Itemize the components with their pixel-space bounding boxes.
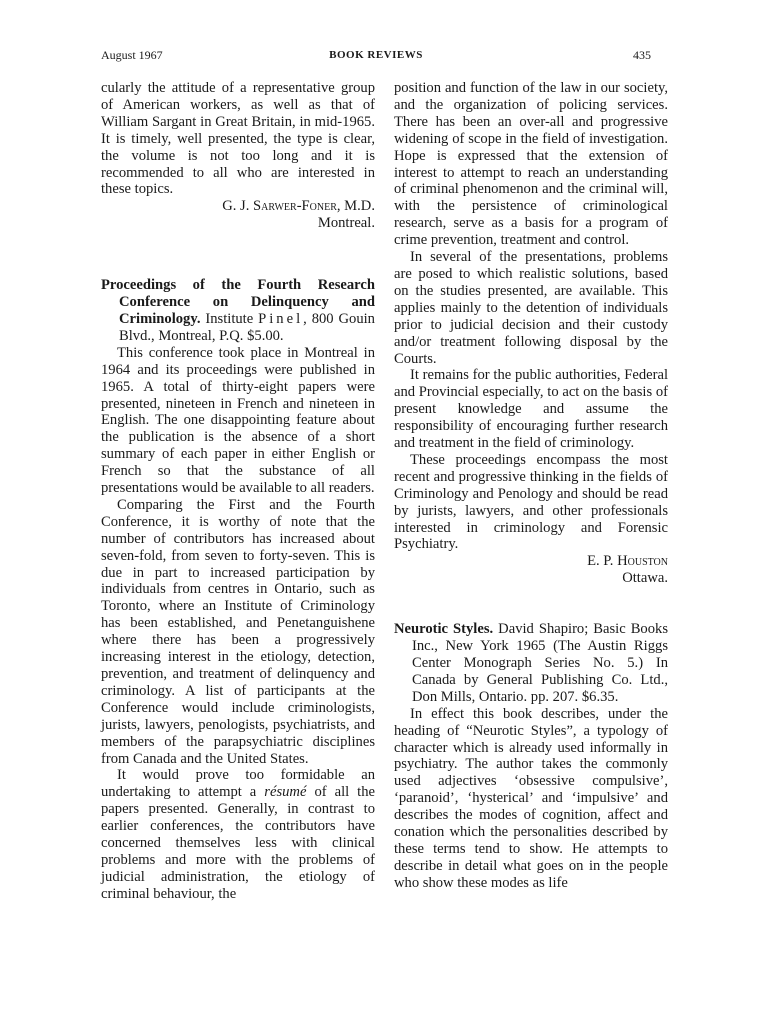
page-number: 435 bbox=[633, 48, 651, 62]
review-title: Neurotic Styles. bbox=[394, 621, 494, 638]
section-title: BOOK REVIEWS bbox=[329, 49, 423, 61]
review-heading bbox=[101, 277, 375, 345]
review-paragraph: It remains for the public authorities, Federal and Provincial especially, to act on the basis of present knowledge and assume the responsibility of encouraging further research and treatment in the field of criminology. bbox=[394, 367, 668, 452]
left-column bbox=[101, 80, 375, 903]
continued-paragraph: position and function of the law in our society, and the organization of policing services. There has been an over-all and progressive widening of scope in the field of investigation. Hope is expressed that the extension of interest to attempt to reach an understanding of criminal phenomenon and the criminal will, with the persistence of criminological research, serve as a basis for a program of crime prevention, treatment and control. bbox=[394, 80, 668, 249]
review-publisher: Institute bbox=[205, 310, 254, 327]
running-header bbox=[101, 46, 651, 64]
review-paragraph: It would prove too formidable an undertaking to attempt a résumé of all the papers presented. Generally, in contrast to earlier conferences, the contributors have concerned themselves less with clinical problems and more with the problems of judicial administration, the etiology of criminal behaviour, the bbox=[101, 767, 375, 902]
review-paragraph: This conference took place in Montreal in 1964 and its proceedings were published in 1965. A total of thirty-eight papers were presented, nineteen in French and nineteen in English. The one disappointing feature about the publication is the absence of a short summary of each paper in either English or French so that the substance of all presentations would be available to all readers. bbox=[101, 344, 375, 497]
reviewer-place: Montreal. bbox=[317, 215, 375, 232]
review-paragraph: In effect this book describes, under the heading of “Neurotic Styles”, a typology of character which is already used informally in psychiatry. The author takes the commonly used adjectives ‘obsessive compulsive’, ‘paranoid’, ‘hysterical’ and ‘impulsive’ and describes the modes of cognition, affect and conation which the personalities described by these terms tend to show. He attempts to describe in detail what goes on in the people who show these modes as life bbox=[394, 705, 668, 891]
right-column bbox=[394, 80, 668, 892]
review-heading bbox=[394, 621, 668, 706]
reviewer-name: E. P. Houston bbox=[587, 553, 668, 570]
review-publisher: David Shapiro; Basic Books Inc., New York 1965 (The Austin Riggs Center Monograph Series No. 5.) In Canada by General Publishing Co. Ltd., Don Mills, Ontario. pp. 207. $6.35. bbox=[412, 621, 668, 705]
review-publisher-name: Pinel bbox=[258, 310, 304, 327]
issue-date: August 1967 bbox=[101, 48, 163, 62]
review-publisher-details: , 800 Gouin Blvd., Montreal, P.Q. $5.00. bbox=[119, 310, 375, 344]
review-paragraph: In several of the presentations, problems are posed to which realistic solutions, based on the studies presented, are available. This applies mainly to the detention of individuals prior to judicial decision and their custody and/or treatment following disposal by the Courts. bbox=[394, 249, 668, 367]
reviewer-name: G. J. Sarwer-Foner, M.D. bbox=[222, 198, 375, 215]
continued-paragraph: cularly the attitude of a representative group of American workers, as well as that of William Sargant in Great Britain, in mid-1965. It is timely, well presented, the type is clear, the volume is not too long and it is recommended to all who are interested in these topics. bbox=[101, 80, 375, 198]
review-paragraph: These proceedings encompass the most recent and progressive thinking in the fields of Criminology and Penology and should be read by jurists, lawyers, and other professionals interested in criminology and Forensic Psychiatry. bbox=[394, 451, 668, 553]
review-paragraph: Comparing the First and the Fourth Conference, it is worthy of note that the number of contributors has increased about seven-fold, from seven to forty-seven. This is due in part to increased participation by individuals from centres in Ontario, such as Toronto, where an Institute of Criminology has been established, and Penetanguishene where there has been a progressively increasing interest in the etiology, detection, prevention, and treatment of delinquency and criminology. A list of participants at the Conference would include criminologists, jurists, lawyers, penologists, psychiatrists, and members of the parapsychiatric disciplines from Canada and the United States. bbox=[101, 496, 375, 767]
review-title: Proceedings of the Fourth Research Conference on Delinquency and Criminology. bbox=[101, 277, 375, 327]
emphasis: résumé bbox=[264, 784, 307, 801]
reviewer-place: Ottawa. bbox=[622, 570, 668, 587]
